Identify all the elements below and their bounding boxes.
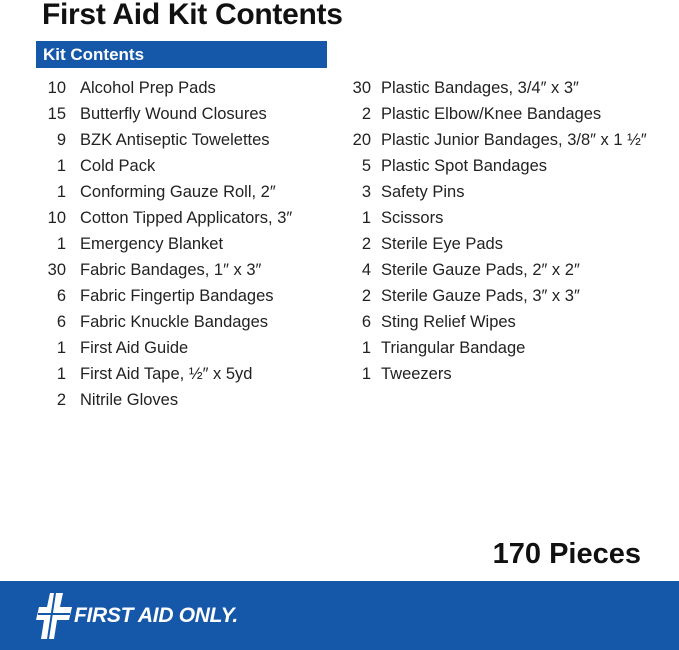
item-name: Safety Pins xyxy=(381,183,465,201)
list-item xyxy=(341,361,647,387)
item-name: First Aid Tape, ½″ x 5yd xyxy=(80,365,253,383)
item-quantity: 15 xyxy=(47,105,66,123)
list-item xyxy=(341,205,647,231)
list-item xyxy=(40,127,292,153)
item-quantity: 30 xyxy=(352,79,371,97)
list-item xyxy=(40,75,292,101)
cross-icon xyxy=(36,593,72,639)
item-quantity: 2 xyxy=(361,287,371,305)
item-quantity: 10 xyxy=(47,79,66,97)
list-item xyxy=(341,127,647,153)
list-item xyxy=(341,101,647,127)
section-header-kit-contents: Kit Contents xyxy=(36,41,327,68)
page-title: First Aid Kit Contents xyxy=(42,0,343,31)
list-item xyxy=(40,283,292,309)
item-name: Sterile Eye Pads xyxy=(381,235,503,253)
item-name: Alcohol Prep Pads xyxy=(80,79,216,97)
list-item xyxy=(40,205,292,231)
item-name: Plastic Elbow/Knee Bandages xyxy=(381,105,602,123)
list-item xyxy=(341,153,647,179)
brand-name: FIRST AID ONLY. xyxy=(74,604,238,627)
item-quantity: 1 xyxy=(56,157,66,175)
item-name: Plastic Spot Bandages xyxy=(381,157,548,175)
list-item xyxy=(40,361,292,387)
contents-list-left xyxy=(40,75,292,413)
item-quantity: 5 xyxy=(361,157,371,175)
item-quantity: 9 xyxy=(56,131,66,149)
list-item xyxy=(341,75,647,101)
item-quantity: 2 xyxy=(361,105,371,123)
item-quantity: 1 xyxy=(361,339,371,357)
item-quantity: 1 xyxy=(56,365,66,383)
item-name: Butterfly Wound Closures xyxy=(80,105,267,123)
list-item xyxy=(40,101,292,127)
item-quantity: 30 xyxy=(47,261,66,279)
item-name: Nitrile Gloves xyxy=(80,391,179,409)
item-quantity: 1 xyxy=(361,209,371,227)
brand-logo xyxy=(36,591,238,641)
list-item xyxy=(341,309,647,335)
item-quantity: 6 xyxy=(361,313,371,331)
item-quantity: 6 xyxy=(56,287,66,305)
item-name: Conforming Gauze Roll, 2″ xyxy=(80,183,276,201)
item-name: Emergency Blanket xyxy=(80,235,224,253)
item-name: Fabric Bandages, 1″ x 3″ xyxy=(80,261,262,279)
item-name: Plastic Junior Bandages, 3/8″ x 1 ½″ xyxy=(381,131,647,149)
item-quantity: 20 xyxy=(352,131,371,149)
list-item xyxy=(40,335,292,361)
brand-footer xyxy=(0,581,679,650)
list-item xyxy=(341,179,647,205)
list-item xyxy=(341,231,647,257)
item-name: Cold Pack xyxy=(80,157,156,175)
item-quantity: 1 xyxy=(56,339,66,357)
total-pieces: 170 Pieces xyxy=(492,538,641,570)
list-item xyxy=(40,257,292,283)
item-name: First Aid Guide xyxy=(80,339,189,357)
item-name: BZK Antiseptic Towelettes xyxy=(80,131,270,149)
item-quantity: 2 xyxy=(56,391,66,409)
contents-list-right xyxy=(341,75,647,387)
list-item xyxy=(341,257,647,283)
item-name: Tweezers xyxy=(381,365,452,383)
item-name: Scissors xyxy=(381,209,444,227)
item-quantity: 6 xyxy=(56,313,66,331)
item-name: Fabric Knuckle Bandages xyxy=(80,313,269,331)
list-item xyxy=(40,387,292,413)
item-quantity: 1 xyxy=(56,235,66,253)
list-item xyxy=(40,179,292,205)
item-name: Fabric Fingertip Bandages xyxy=(80,287,274,305)
list-item xyxy=(341,283,647,309)
item-quantity: 4 xyxy=(361,261,371,279)
item-name: Triangular Bandage xyxy=(381,339,526,357)
item-name: Plastic Bandages, 3/4″ x 3″ xyxy=(381,79,579,97)
item-quantity: 1 xyxy=(56,183,66,201)
list-item xyxy=(40,153,292,179)
item-name: Sterile Gauze Pads, 2″ x 2″ xyxy=(381,261,580,279)
item-quantity: 1 xyxy=(361,365,371,383)
item-name: Sterile Gauze Pads, 3″ x 3″ xyxy=(381,287,580,305)
list-item xyxy=(40,309,292,335)
item-name: Sting Relief Wipes xyxy=(381,313,516,331)
item-quantity: 3 xyxy=(361,183,371,201)
item-quantity: 2 xyxy=(361,235,371,253)
list-item xyxy=(40,231,292,257)
item-quantity: 10 xyxy=(47,209,66,227)
list-item xyxy=(341,335,647,361)
item-name: Cotton Tipped Applicators, 3″ xyxy=(80,209,293,227)
